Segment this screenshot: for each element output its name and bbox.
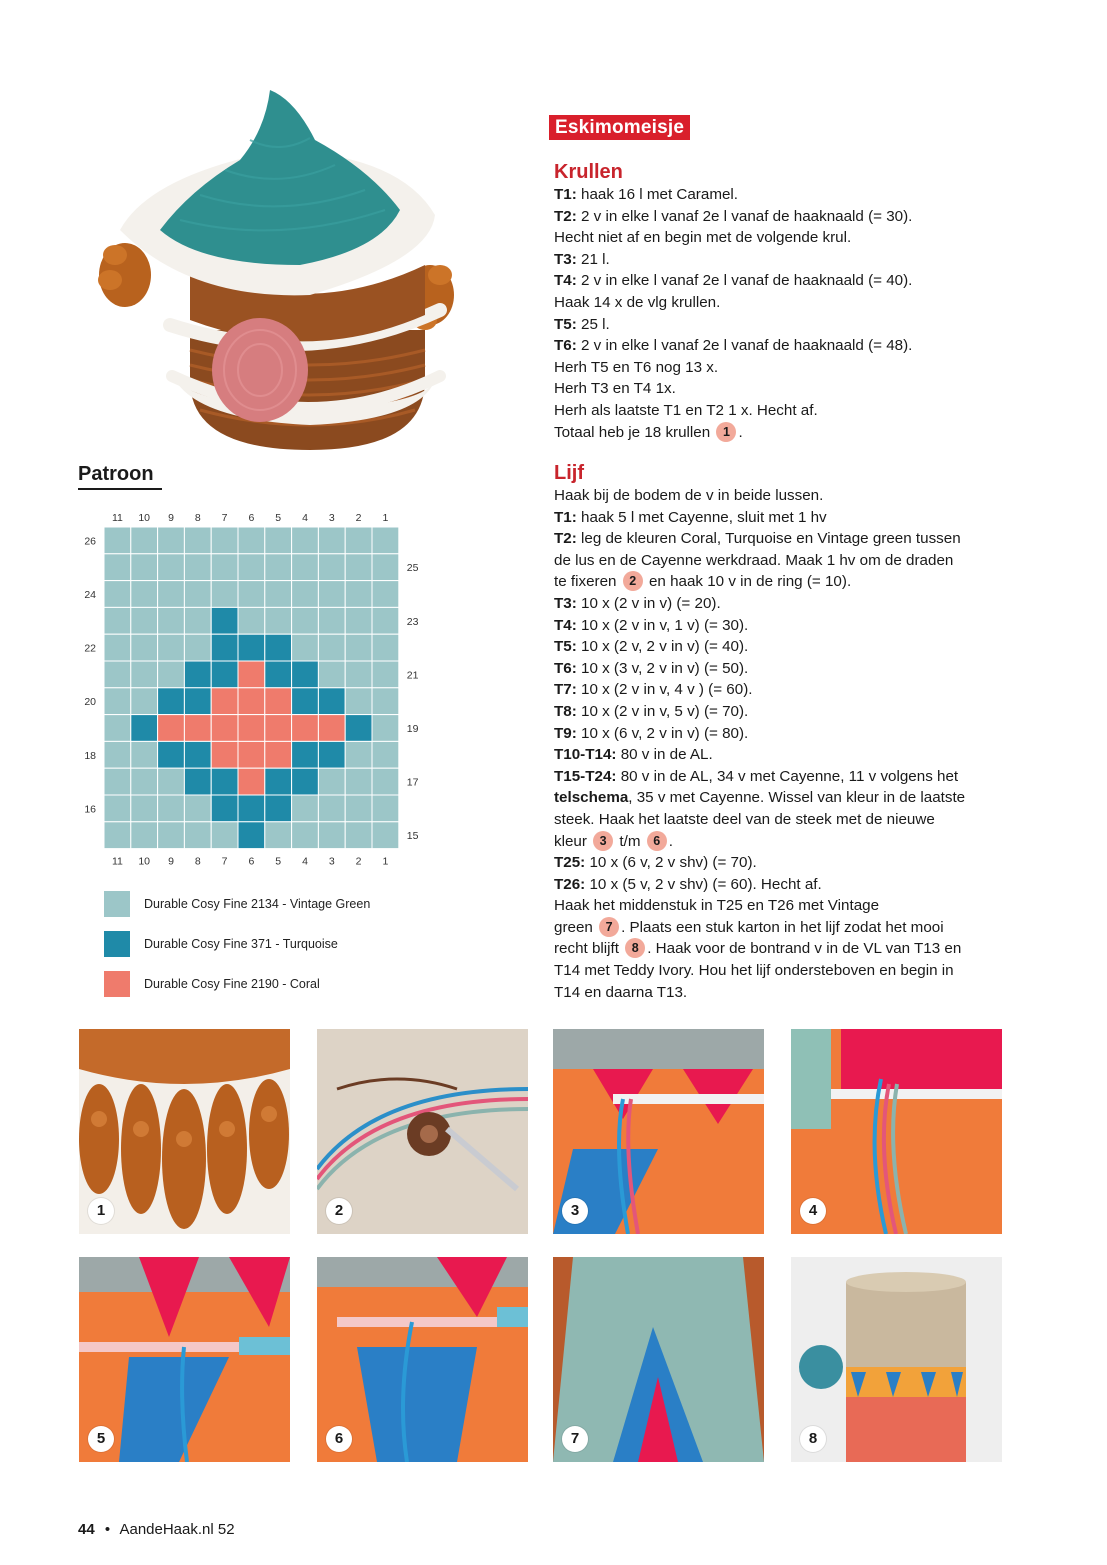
instruction-line: T2: leg de kleuren Coral, Turquoise en Vintage green tussen [554,530,961,548]
step-badge: 3 [593,831,613,851]
section-tag: Eskimomeisje [549,115,690,140]
pattern-cell [265,715,292,742]
instruction-line: Haak bij de bodem de v in beide lussen. [554,487,824,504]
row-label-right: 17 [406,776,419,789]
pattern-cell [345,822,372,849]
pattern-cell [184,715,211,742]
pattern-cell [238,688,265,715]
instruction-line: T7: 10 x (2 v in v, 4 v ) (= 60). [554,681,753,699]
patroon-underline [78,488,162,490]
step-badge: 7 [599,917,619,937]
pattern-cell [372,607,399,634]
pattern-cell [292,741,319,768]
pattern-cell [238,527,265,554]
pattern-cell [318,581,345,608]
pattern-cell [131,768,158,795]
pattern-cell [131,581,158,608]
pattern-cell [238,581,265,608]
photo-step-1 [79,1029,290,1234]
pattern-cell [211,741,238,768]
legend-swatch-turquoise [104,931,130,957]
column-label-bottom: 11 [111,855,123,868]
pattern-cell [292,661,319,688]
pattern-cell [265,688,292,715]
pattern-cell [372,634,399,661]
pattern-cell [158,527,185,554]
pattern-cell [318,768,345,795]
photo-step-6 [317,1257,528,1462]
column-label-top: 3 [328,512,335,524]
pattern-cell [211,634,238,661]
row-label-right: 19 [406,723,419,735]
pattern-cell [184,795,211,822]
pattern-cell [318,634,345,661]
instruction-line: Herh als laatste T1 en T2 1 x. Hecht af. [554,401,818,419]
pattern-cell [158,688,185,715]
legend-label-turquoise: Durable Cosy Fine 371 - Turquoise [144,937,338,951]
pattern-cell [158,661,185,688]
photo-step-4 [791,1029,1002,1234]
pattern-cell [211,768,238,795]
pattern-cell [211,661,238,688]
column-label-top: 10 [138,512,151,524]
pattern-chart [78,505,438,875]
column-label-bottom: 2 [355,855,362,868]
page-number: 44 [78,1521,95,1538]
pattern-cell [104,715,131,742]
pattern-cell [318,741,345,768]
pattern-cell [158,581,185,608]
pattern-cell [211,715,238,742]
pattern-cell [345,527,372,554]
footer-separator: • [104,1521,111,1538]
row-label-left: 24 [84,589,96,601]
pattern-cell [131,741,158,768]
column-label-bottom: 9 [168,855,174,868]
instruction-line: Herh T5 en T6 nog 13 x. [554,358,719,376]
pattern-cell [292,715,319,742]
krullen-title: Krullen [554,161,623,183]
pattern-cell [184,554,211,581]
hero-photo-crochet-box [80,80,480,460]
pattern-cell [211,527,238,554]
instruction-line: T2: 2 v in elke l vanaf 2e l vanaf de haaknaald (= 30). [554,207,913,225]
row-label-right: 23 [406,615,419,628]
lijf-title: Lijf [554,462,584,484]
pattern-cell [104,795,131,822]
pattern-cell [345,795,372,822]
pattern-cell [318,795,345,822]
pattern-cell [184,688,211,715]
pattern-cell [158,634,185,661]
pattern-cell [265,795,292,822]
pattern-cell [131,822,158,849]
pattern-cell [372,741,399,768]
instruction-line: Hecht niet af en begin met de volgende krul. [554,229,852,247]
pattern-cell [345,715,372,742]
pattern-cell [238,607,265,634]
instruction-line: T26: 10 x (5 v, 2 v shv) (= 60). Hecht af. [554,875,822,893]
pattern-cell [104,661,131,688]
pattern-cell [265,581,292,608]
pattern-cell [292,768,319,795]
instruction-line: T8: 10 x (2 v in v, 5 v) (= 70). [554,702,749,720]
pattern-cell [292,527,319,554]
pattern-cell [238,822,265,849]
instruction-line: Haak 14 x de vlg krullen. [554,293,721,311]
pattern-cell [372,661,399,688]
column-label-top: 9 [168,512,174,524]
pattern-cell [372,527,399,554]
instruction-line: T5: 25 l. [554,315,610,333]
lijf-instructions [554,485,965,1003]
pattern-cell [345,768,372,795]
pattern-cell [104,634,131,661]
column-label-bottom: 8 [194,855,201,868]
photo-number: 8 [800,1426,826,1452]
column-label-top: 2 [355,512,362,524]
pattern-cell [238,768,265,795]
row-label-left: 16 [84,803,96,816]
pattern-cell [372,581,399,608]
column-label-top: 7 [221,512,228,524]
instruction-line: te fixeren 2 en haak 10 v in de ring (= 10). [554,573,852,591]
legend-swatch-coral [104,971,130,997]
pattern-cell [211,795,238,822]
column-label-bottom: 5 [275,855,282,868]
pattern-cell [318,527,345,554]
pattern-cell [238,634,265,661]
pattern-cell [184,607,211,634]
row-label-left: 18 [84,749,96,762]
pattern-cell [265,634,292,661]
pattern-cell [104,554,131,581]
pattern-cell [158,554,185,581]
pattern-cell [158,768,185,795]
krullen-instructions [554,184,912,443]
column-label-top: 11 [111,512,123,524]
column-label-bottom: 3 [328,855,335,868]
pattern-cell [238,661,265,688]
instruction-line: T1: haak 5 l met Cayenne, sluit met 1 hv [554,508,827,526]
column-label-top: 4 [302,512,308,524]
pattern-cell [345,607,372,634]
pattern-cell [184,822,211,849]
legend-label-vintage-green: Durable Cosy Fine 2134 - Vintage Green [144,897,371,911]
photo-number: 3 [562,1198,588,1224]
pattern-cell [318,554,345,581]
photo-number: 2 [326,1198,352,1224]
instruction-line: T6: 10 x (3 v, 2 v in v) (= 50). [554,659,749,677]
pattern-cell [265,768,292,795]
pattern-cell [372,768,399,795]
instruction-line: T14 en daarna T13. [554,983,688,1001]
pattern-cell [238,795,265,822]
pattern-cell [238,554,265,581]
legend-label-coral: Durable Cosy Fine 2190 - Coral [144,977,320,991]
row-label-left: 20 [84,696,96,709]
pattern-cell [104,607,131,634]
pattern-cell [265,607,292,634]
instruction-line: steek. Haak het laatste deel van de steek met de nieuwe [554,810,935,828]
pattern-cell [211,607,238,634]
step-badge: 8 [625,938,645,958]
row-label-left: 22 [84,642,96,655]
row-label-left: 26 [84,535,96,548]
instruction-line: T3: 10 x (2 v in v) (= 20). [554,594,721,612]
pattern-cell [158,822,185,849]
pattern-cell [292,554,319,581]
instruction-line: T4: 10 x (2 v in v, 1 v) (= 30). [554,616,749,634]
pattern-cell [345,741,372,768]
instruction-line: green 7 . Plaats een stuk karton in het lijf zodat het mooi [554,918,944,936]
pattern-cell [345,581,372,608]
pattern-cell [372,822,399,849]
pattern-cell [238,741,265,768]
pattern-cell [292,634,319,661]
instruction-line: T14 met Teddy Ivory. Hou het lijf ondersteboven en begin in [554,962,954,980]
pattern-cell [184,634,211,661]
column-label-top: 1 [382,512,389,524]
pattern-cell [104,527,131,554]
pattern-cell [131,688,158,715]
photo-number: 6 [326,1426,352,1452]
column-label-bottom: 7 [221,855,228,868]
instruction-line: T15-T24: 80 v in de AL, 34 v met Cayenne, 11 v volgens het [554,767,959,785]
publication-name: AandeHaak.nl 52 [119,1521,235,1538]
pattern-cell [345,688,372,715]
pattern-cell [131,634,158,661]
column-label-top: 6 [248,512,255,524]
pattern-cell [184,527,211,554]
pattern-cell [292,795,319,822]
step-badge: 6 [647,831,667,851]
pattern-cell [211,822,238,849]
pattern-cell [104,768,131,795]
instruction-line: Haak het middenstuk in T25 en T26 met Vintage [554,897,880,915]
pattern-cell [265,661,292,688]
instruction-line: Totaal heb je 18 krullen 1 . [554,423,743,441]
column-label-bottom: 4 [302,855,308,868]
pattern-cell [104,741,131,768]
pattern-cell [318,715,345,742]
pattern-cell [104,581,131,608]
pattern-cell [211,581,238,608]
pattern-cell [345,634,372,661]
photo-number: 7 [562,1426,588,1452]
pattern-cell [372,715,399,742]
row-label-right: 25 [406,562,419,575]
column-label-bottom: 1 [382,855,389,868]
instruction-line: T5: 10 x (2 v, 2 v in v) (= 40). [554,638,749,656]
photo-number: 1 [88,1198,114,1224]
row-label-right: 21 [406,669,419,682]
photo-step-7 [553,1257,764,1462]
legend-swatch-vintage-green [104,891,130,917]
page-footer [78,1520,235,1540]
pattern-cell [265,527,292,554]
pattern-cell [318,688,345,715]
pattern-cell [345,554,372,581]
pattern-cell [158,715,185,742]
pattern-cell [345,661,372,688]
column-label-bottom: 6 [248,855,255,868]
pattern-cell [131,607,158,634]
pattern-cell [211,688,238,715]
pattern-cell [104,688,131,715]
instruction-line: de lus en de Cayenne werkdraad. Maak 1 hv om de draden [554,551,954,569]
pattern-cell [292,607,319,634]
photo-number: 5 [88,1426,114,1452]
instruction-line: T25: 10 x (6 v, 2 v shv) (= 70). [554,854,757,872]
instruction-line: T1: haak 16 l met Caramel. [554,186,739,203]
crochet-eskimo-box-image [80,80,480,460]
pattern-cell [131,715,158,742]
instruction-line: T6: 2 v in elke l vanaf 2e l vanaf de haaknaald (= 48). [554,337,913,355]
instruction-line: kleur 3 t/m 6 . [554,832,673,850]
pattern-cell [372,554,399,581]
photo-step-5 [79,1257,290,1462]
pattern-cell [372,688,399,715]
pattern-cell [265,554,292,581]
instruction-line: T3: 21 l. [554,250,610,268]
pattern-cell [265,822,292,849]
pattern-cell [131,554,158,581]
instruction-line: recht blijft 8 . Haak voor de bontrand v in de VL van T13 en [554,940,962,958]
step-badge: 2 [623,571,643,591]
photo-step-2 [317,1029,528,1234]
pattern-cell [292,581,319,608]
pattern-cell [131,527,158,554]
pattern-cell [104,822,131,849]
pattern-cell [211,554,238,581]
instruction-line: T9: 10 x (6 v, 2 v in v) (= 80). [554,724,749,742]
pattern-cell [184,581,211,608]
column-label-top: 5 [275,512,282,524]
pattern-cell [238,715,265,742]
pattern-grid-svg [78,505,438,875]
pattern-cell [265,741,292,768]
row-label-right: 15 [406,830,419,843]
pattern-cell [318,607,345,634]
pattern-cell [184,768,211,795]
pattern-cell [158,741,185,768]
pattern-cell [184,741,211,768]
pattern-cell [131,661,158,688]
pattern-cell [292,822,319,849]
step-badge: 1 [716,422,736,442]
pattern-cell [158,607,185,634]
pattern-cell [318,822,345,849]
pattern-cell [372,795,399,822]
pattern-cell [292,688,319,715]
column-label-top: 8 [194,512,201,524]
instruction-line: T4: 2 v in elke l vanaf 2e l vanaf de haaknaald (= 40). [554,272,913,290]
patroon-title: Patroon [78,463,154,485]
pattern-cell [318,661,345,688]
instruction-line: T10-T14: 80 v in de AL. [554,746,713,764]
pattern-cell [131,795,158,822]
instruction-line: telschema, 35 v met Cayenne. Wissel van kleur in de laatste [554,789,966,807]
pattern-cell [158,795,185,822]
column-label-bottom: 10 [138,855,151,868]
photo-number: 4 [800,1198,826,1224]
photo-step-8 [791,1257,1002,1462]
pattern-cell [184,661,211,688]
instruction-line: Herh T3 en T4 1x. [554,380,676,398]
photo-step-3 [553,1029,764,1234]
